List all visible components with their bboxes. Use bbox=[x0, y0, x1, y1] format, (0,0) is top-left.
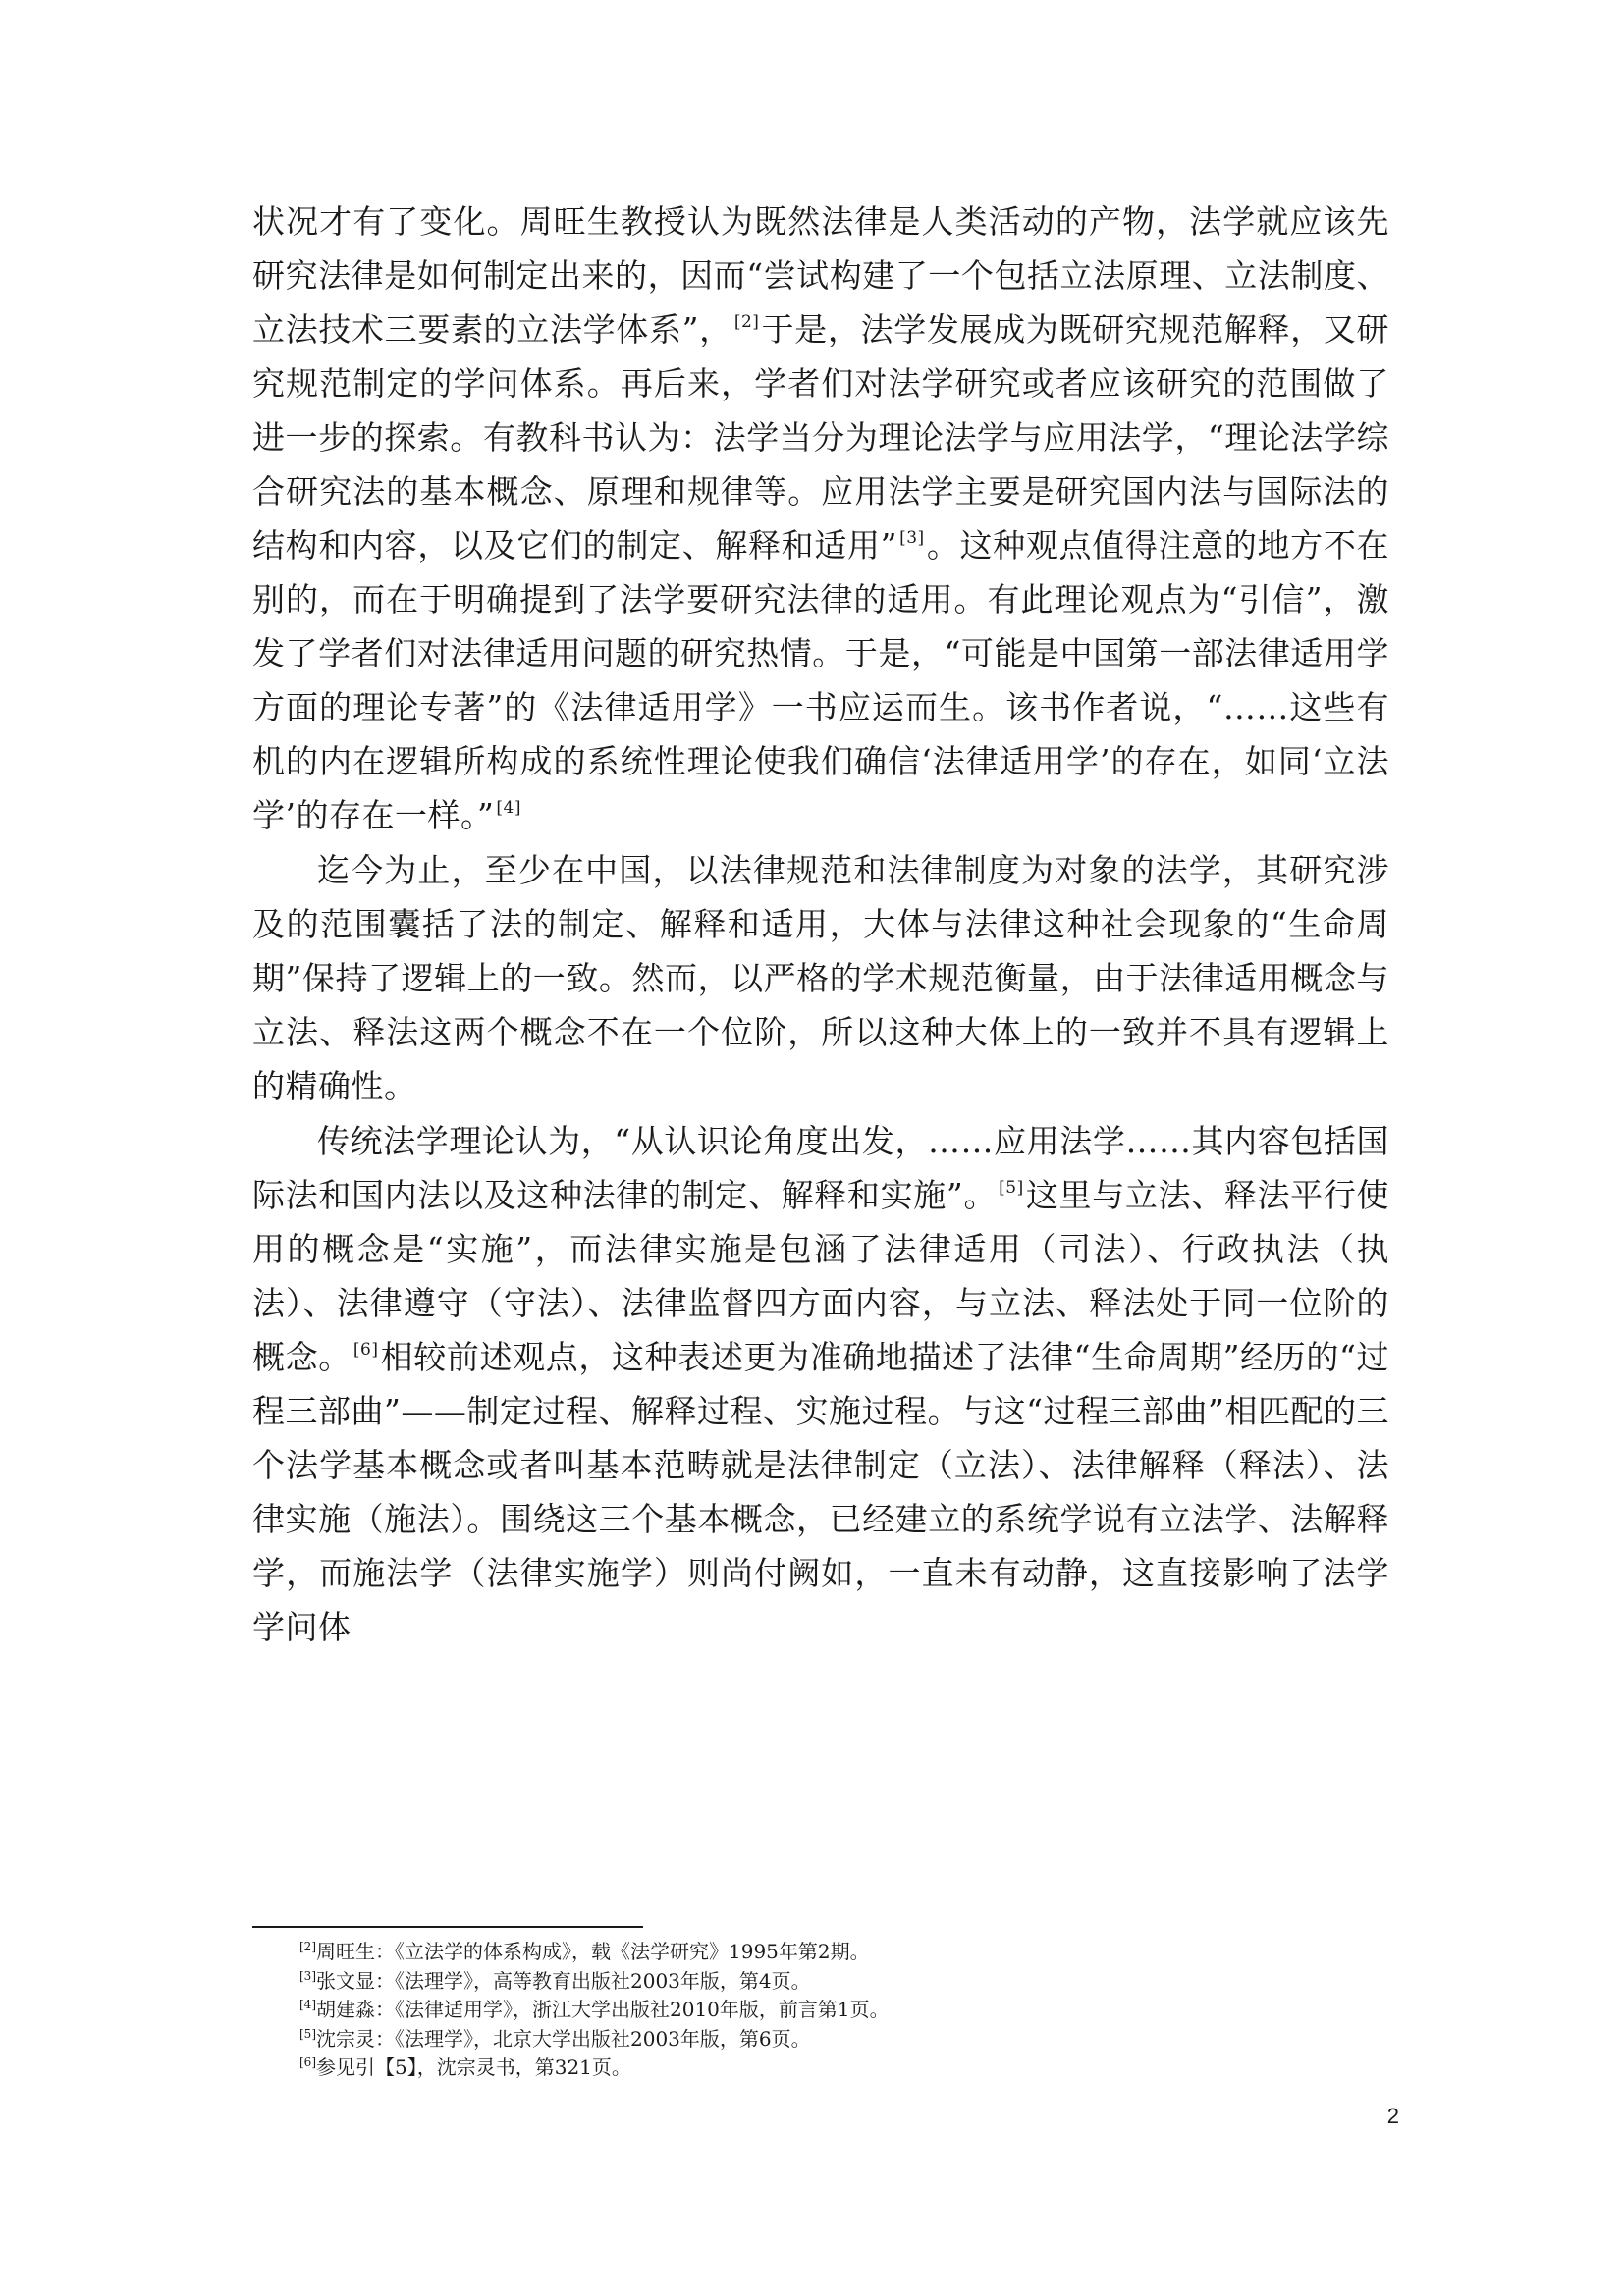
footnote-reference: [3] bbox=[899, 528, 925, 548]
footnote-mark: [2] bbox=[299, 1940, 316, 1953]
footnote-3 bbox=[299, 1967, 1380, 1997]
footnote-text: 参见引【5】，沈宗灵书，第321页。 bbox=[316, 2056, 631, 2079]
body-text bbox=[252, 194, 1389, 1655]
footnote-reference: [6] bbox=[352, 1340, 379, 1360]
footnote-6 bbox=[299, 2054, 1380, 2083]
footnote-reference: [5] bbox=[999, 1178, 1024, 1198]
text-run: 于是，法学发展成为既研究规范解释，又研究规范制定的学问体系。再后来，学者们对法学研究或者应该研究的范围做了进一步的探索。有教科书认为：法学当分为理论法学与应用法学，“理论法学综合研究法的基本概念、原理和规律等。应用法学主要是研究国内法与国际法的结构和内容，以及它们的制定、解释和适用” bbox=[252, 310, 1389, 564]
footnote-mark: [3] bbox=[299, 1968, 316, 1983]
footnote-text: 沈宗灵：《法理学》，北京大学出版社2003年版，第6页。 bbox=[316, 2026, 811, 2051]
footnotes bbox=[299, 1938, 1380, 2083]
page-number: 2 bbox=[1386, 2104, 1399, 2128]
paragraph-2 bbox=[252, 843, 1389, 1113]
footnote-reference: [2] bbox=[733, 312, 760, 332]
text-run: 传统法学理论认为，“从认识论角度出发，……应用法学……其内容包括国际法和国内法以及这种法律的制定、解释和实施”。 bbox=[252, 1122, 1389, 1214]
paragraph-1 bbox=[252, 194, 1389, 842]
footnote-separator bbox=[252, 1926, 643, 1928]
footnote-5 bbox=[299, 2025, 1380, 2055]
text-run: 这里与立法、释法平行使用的概念是“实施”，而法律实施是包涵了法律适用（司法）、行政执法（执法）、法律遵守（守法）、法律监督四方面内容，与立法、释法处于同一位阶的概念。 bbox=[252, 1176, 1390, 1376]
footnote-mark: [6] bbox=[299, 2056, 316, 2069]
text-run: 相较前述观点，这种表述更为准确地描述了法律“生命周期”经历的“过程三部曲”——制定过程、解释过程、实施过程。与这“过程三部曲”相匹配的三个法学基本概念或者叫基本范畴就是法律制定（立法）、法律解释（释法）、法律实施（施法）。围绕这三个基本概念，已经建立的系统学说有立法学、法解释学，而施法学（法律实施学）则尚付阙如，一直未有动静，这直接影响了法学学问体 bbox=[252, 1338, 1389, 1646]
footnote-mark: [5] bbox=[299, 2026, 316, 2041]
footnote-2 bbox=[299, 1938, 1380, 1967]
footnote-text: 张文显：《法理学》，高等教育出版社2003年版，第4页。 bbox=[316, 1968, 811, 1993]
footnote-4 bbox=[299, 1996, 1380, 2025]
text-run: 状况才有了变化。周旺生教授认为既然法律是人类活动的产物，法学就应该先研究法律是如何制定出来的，因而“尝试构建了一个包括立法原理、立法制度、立法技术三要素的立法学体系”， bbox=[252, 202, 1389, 348]
footnote-text: 胡建淼：《法律适用学》，浙江大学出版社2010年版，前言第1页。 bbox=[316, 1998, 890, 2021]
footnote-reference: [4] bbox=[496, 798, 521, 818]
text-run: 。这种观点值得注意的地方不在别的，而在于明确提到了法学要研究法律的适用。有此理论观点为“引信”，激发了学者们对法律适用问题的研究热情。于是，“可能是中国第一部法律适用学方面的理论专著”的《法律适用学》一书应运而生。该书作者说，“……这些有机的内在逻辑所构成的系统性理论使我们确信‘法律适用学’的存在，如同‘立法学’的存在一样。” bbox=[252, 526, 1390, 834]
paragraph-3 bbox=[252, 1114, 1389, 1654]
footnote-mark: [4] bbox=[299, 1998, 316, 2011]
footnote-text: 周旺生：《立法学的体系构成》，载《法学研究》1995年第2期。 bbox=[316, 1940, 870, 1963]
text-run: 迄今为止，至少在中国，以法律规范和法律制度为对象的法学，其研究涉及的范围囊括了法的制定、解释和适用，大体与法律这种社会现象的“生命周期”保持了逻辑上的一致。然而，以严格的学术规范衡量，由于法律适用概念与立法、释法这两个概念不在一个位阶，所以这种大体上的一致并不具有逻辑上的精确性。 bbox=[252, 851, 1389, 1105]
